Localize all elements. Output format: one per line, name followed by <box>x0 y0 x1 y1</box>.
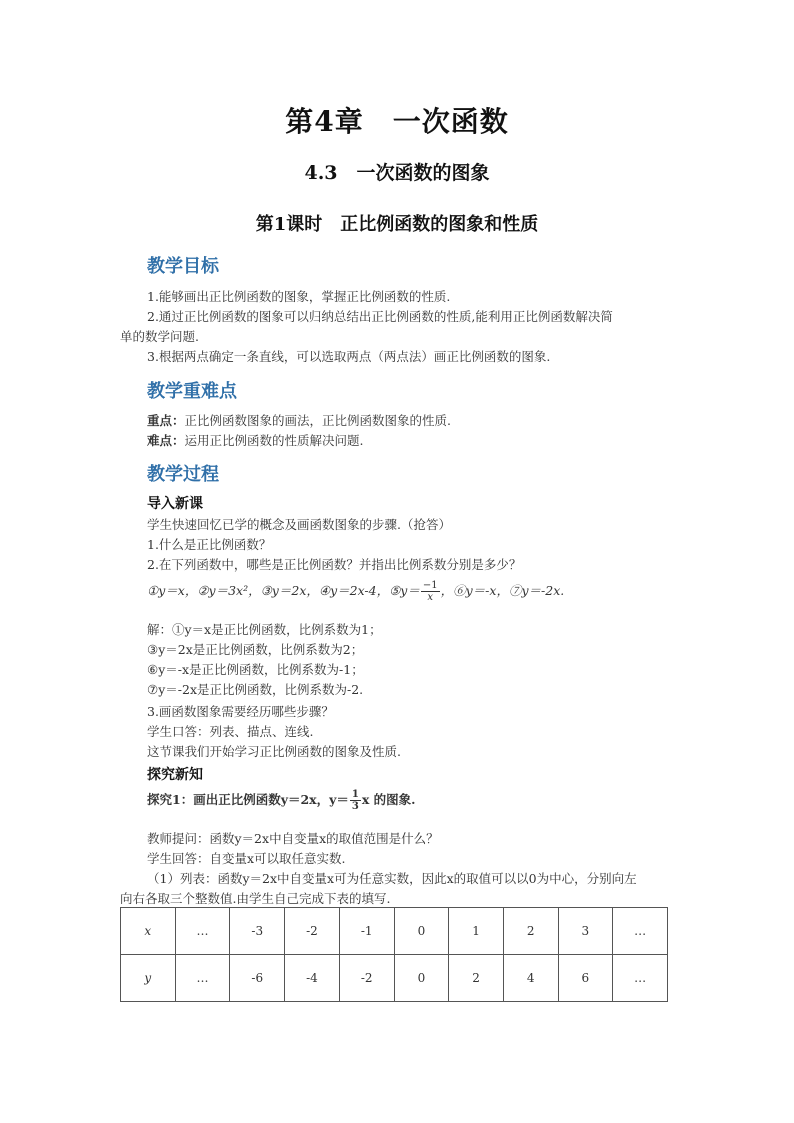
dialogue-line-1: 教师提问：函数y＝2x中自变量x的取值范围是什么？ <box>147 831 439 846</box>
answer-line-2: ③y＝2x是正比例函数，比例系数为2； <box>147 642 364 657</box>
table-cell: 1 <box>449 908 504 955</box>
objective-item-2-cont: 单的数学问题. <box>120 329 199 344</box>
more-line-2: 学生口答：列表、描点、连线. <box>147 724 314 739</box>
dialogue-line-4: 向右各取三个整数值.由学生自己完成下表的填写. <box>120 891 391 906</box>
focus-text: 正比例函数图象的画法，正比例函数图象的性质. <box>184 413 451 428</box>
table-cell: y <box>121 955 176 1002</box>
table-cell: 2 <box>503 908 558 955</box>
answer-line-4: ⑦y＝-2x是正比例函数，比例系数为-2. <box>147 682 364 697</box>
more-line-3: 这节课我们开始学习正比例函数的图象及性质. <box>147 744 401 759</box>
table-cell: 3 <box>558 908 613 955</box>
table-cell: … <box>613 955 668 1002</box>
lesson-title: 第1课时 正比例函数的图象和性质 <box>255 214 539 235</box>
table-cell: 4 <box>503 955 558 1002</box>
dialogue-line-3: （1）列表：函数y＝2x中自变量x可为任意实数，因此x的取值可以以0为中心，分别向左 <box>147 871 637 886</box>
objective-item-3: 3.根据两点确定一条直线，可以选取两点（两点法）画正比例函数的图象. <box>147 349 551 364</box>
table-row-x <box>121 908 668 955</box>
section-title: 4.3 一次函数的图象 <box>304 162 490 184</box>
intro-line-3: 2.在下列函数中，哪些是正比例函数？并指出比例系数分别是多少？ <box>147 557 522 572</box>
function-list-part1: ①y＝x，②y＝3x²，③y＝2x，④y＝2x-4，⑤y＝ <box>147 583 420 598</box>
process-heading: 教学过程 <box>147 464 219 485</box>
answer-line-1: 解：①y＝x是正比例函数，比例系数为1； <box>147 622 382 637</box>
table-cell: -2 <box>285 908 340 955</box>
table-cell: … <box>175 955 230 1002</box>
value-table <box>120 907 668 1002</box>
difficulty-label: 难点： <box>147 433 185 448</box>
more-line-1: 3.画函数图象需要经历哪些步骤？ <box>147 704 334 719</box>
focus-line <box>147 411 451 429</box>
explore1-prefix: 探究1：画出正比例函数y＝2x，y＝ <box>147 792 349 807</box>
table-row-y <box>121 955 668 1002</box>
difficulty-text: 运用正比例函数的性质解决问题. <box>184 433 364 448</box>
fraction-one-third: $\frac{1}{3}$ <box>351 789 359 812</box>
explore1-suffix: x 的图象. <box>361 792 416 807</box>
table-cell: 0 <box>394 908 449 955</box>
focus-label: 重点： <box>147 413 185 428</box>
answer-line-3: ⑥y＝-x是正比例函数，比例系数为-1； <box>147 662 364 677</box>
table-cell: … <box>175 908 230 955</box>
table-cell: … <box>613 908 668 955</box>
table-cell: -6 <box>230 955 285 1002</box>
table-cell: x <box>121 908 176 955</box>
explore1-line <box>147 789 416 812</box>
objectives-heading: 教学目标 <box>147 256 219 277</box>
function-list-part2: ，⑥y＝-x，⑦y＝-2x. <box>440 583 565 598</box>
table-cell: -2 <box>339 955 394 1002</box>
chapter-title: 第4章 一次函数 <box>285 105 509 138</box>
table-cell: 2 <box>449 955 504 1002</box>
dialogue-line-2: 学生回答：自变量x可以取任意实数. <box>147 851 346 866</box>
intro-heading: 导入新课 <box>147 496 203 512</box>
fraction-minus-one-over-x: $\frac{-1}{x}$ <box>422 580 438 603</box>
table-cell: 6 <box>558 955 613 1002</box>
key-points-heading: 教学重难点 <box>147 381 237 402</box>
table-cell: 0 <box>394 955 449 1002</box>
objective-item-1: 1.能够画出正比例函数的图象，掌握正比例函数的性质. <box>147 289 451 304</box>
table-cell: -1 <box>339 908 394 955</box>
difficulty-line <box>147 431 364 449</box>
objective-item-2: 2.通过正比例函数的图象可以归纳总结出正比例函数的性质,能利用正比例函数解决简 <box>147 309 613 324</box>
table-cell: -4 <box>285 955 340 1002</box>
intro-line-2: 1.什么是正比例函数？ <box>147 537 272 552</box>
function-list <box>147 580 564 603</box>
table-cell: -3 <box>230 908 285 955</box>
explore-heading: 探究新知 <box>147 767 203 783</box>
intro-line-1: 学生快速回忆已学的概念及画函数图象的步骤.（抢答） <box>147 517 451 532</box>
